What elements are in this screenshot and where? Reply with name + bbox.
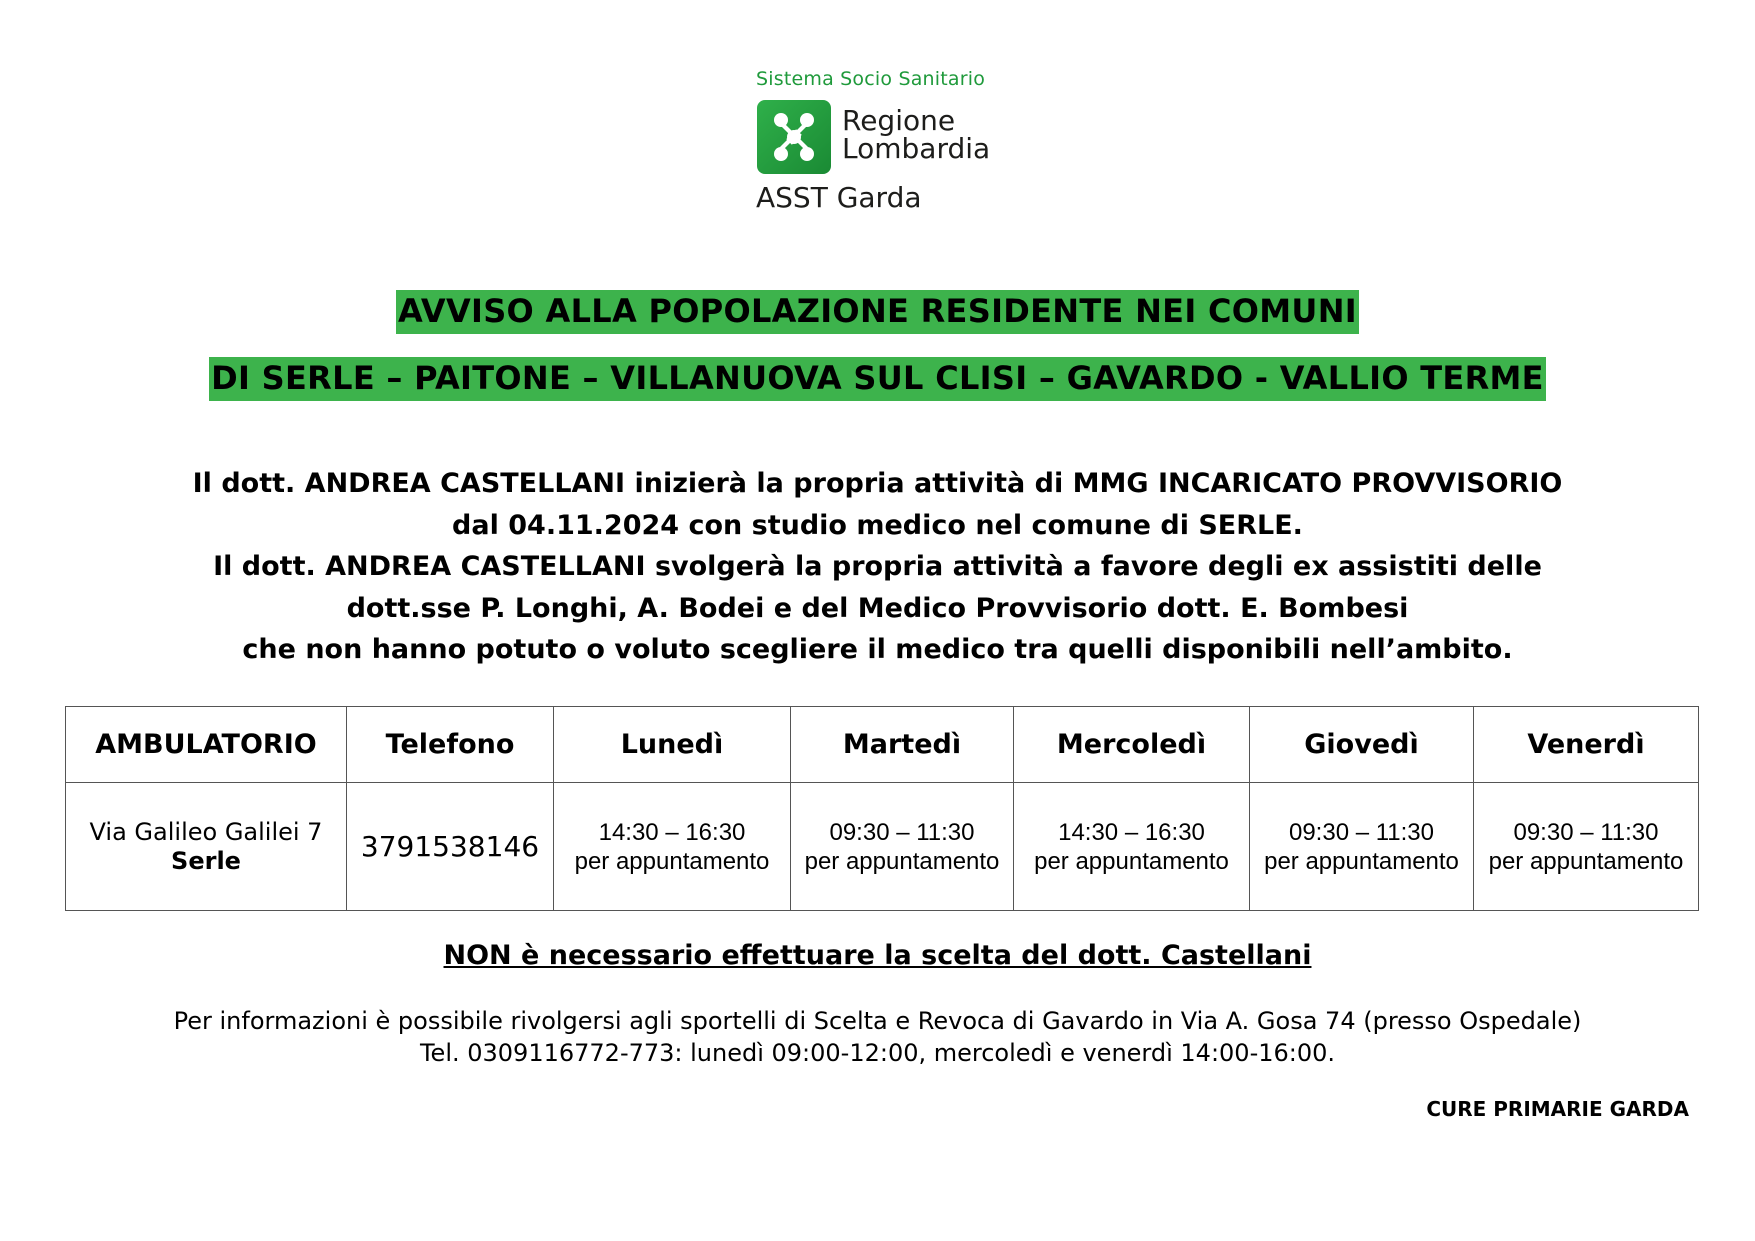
cell-martedi — [791, 783, 1014, 911]
logo-region-line2: Lombardia — [842, 132, 991, 165]
lombardia-rose-icon — [757, 100, 831, 174]
notice-line: dal 04.11.2024 con studio medico nel comune di SERLE. — [452, 509, 1303, 541]
signature: CURE PRIMARIE GARDA — [1426, 1097, 1689, 1121]
header-telefono: Telefono — [347, 707, 554, 783]
hours-note: per appuntamento — [804, 847, 1000, 875]
notice-line: dott.sse P. Longhi, A. Bodei e del Medico Provvisorio dott. E. Bombesi — [346, 592, 1409, 624]
cell-mercoledi — [1014, 783, 1250, 911]
table-header-row — [66, 707, 1699, 783]
title-line-2 — [0, 359, 1755, 397]
header-venerdi: Venerdì — [1474, 707, 1699, 783]
hours-time: 09:30 – 11:30 — [1288, 818, 1435, 846]
hours-note: per appuntamento — [574, 847, 770, 875]
cell-giovedi — [1250, 783, 1474, 911]
info-line-2: Tel. 0309116772-773: lunedì 09:00-12:00, mercoledì e venerdì 14:00-16:00. — [419, 1039, 1336, 1067]
schedule-table — [65, 706, 1699, 911]
title-line-1-text: AVVISO ALLA POPOLAZIONE RESIDENTE NEI COMUNI — [396, 290, 1359, 334]
no-choice-notice: NON è necessario effettuare la scelta del dott. Castellani — [443, 940, 1312, 971]
logo-region-line1: Regione — [842, 104, 956, 137]
asst-garda-logo — [756, 64, 1016, 224]
hours-time: 14:30 – 16:30 — [598, 818, 746, 846]
cell-venerdi — [1474, 783, 1699, 911]
notice-paragraph — [0, 463, 1755, 671]
info-block — [0, 1005, 1755, 1069]
title-line-1 — [0, 292, 1755, 330]
hours-note: per appuntamento — [1264, 847, 1459, 875]
title-line-2-text: DI SERLE – PAITONE – VILLANUOVA SUL CLISI – GAVARDO - VALLIO TERME — [209, 357, 1546, 401]
address-town: Serle — [171, 846, 241, 875]
header-martedi: Martedì — [791, 707, 1014, 783]
header-lunedi: Lunedì — [554, 707, 791, 783]
cell-address — [66, 783, 347, 911]
notice-line: Il dott. ANDREA CASTELLANI svolgerà la propria attività a favore degli ex assistiti delle — [213, 551, 1542, 582]
hours-note: per appuntamento — [1034, 847, 1229, 875]
header-giovedi: Giovedì — [1250, 707, 1474, 783]
hours-note: per appuntamento — [1488, 847, 1684, 875]
info-line-1: Per informazioni è possibile rivolgersi agli sportelli di Scelta e Revoca di Gavardo in Via A. Gosa 74 (presso Ospedale) — [173, 1007, 1582, 1035]
hours-time: 14:30 – 16:30 — [1058, 818, 1205, 846]
hours-time: 09:30 – 11:30 — [829, 818, 975, 846]
table-row — [66, 783, 1699, 911]
header-ambulatorio: AMBULATORIO — [66, 707, 347, 783]
logo-super-label: Sistema Socio Sanitario — [756, 68, 986, 90]
header-mercoledi: Mercoledì — [1014, 707, 1250, 783]
notice-line: Il dott. ANDREA CASTELLANI inizierà la propria attività di MMG INCARICATO PROVVISORIO — [192, 468, 1563, 499]
notice-line: che non hanno potuto o voluto scegliere il medico tra quelli disponibili nell’ambito. — [242, 634, 1513, 665]
cell-lunedi — [554, 783, 791, 911]
logo-region-name — [842, 104, 991, 165]
logo-agency: ASST Garda — [756, 181, 922, 214]
cell-phone: 3791538146 — [347, 783, 554, 911]
hours-time: 09:30 – 11:30 — [1513, 818, 1659, 846]
address-street: Via Galileo Galilei 7 — [89, 817, 323, 846]
